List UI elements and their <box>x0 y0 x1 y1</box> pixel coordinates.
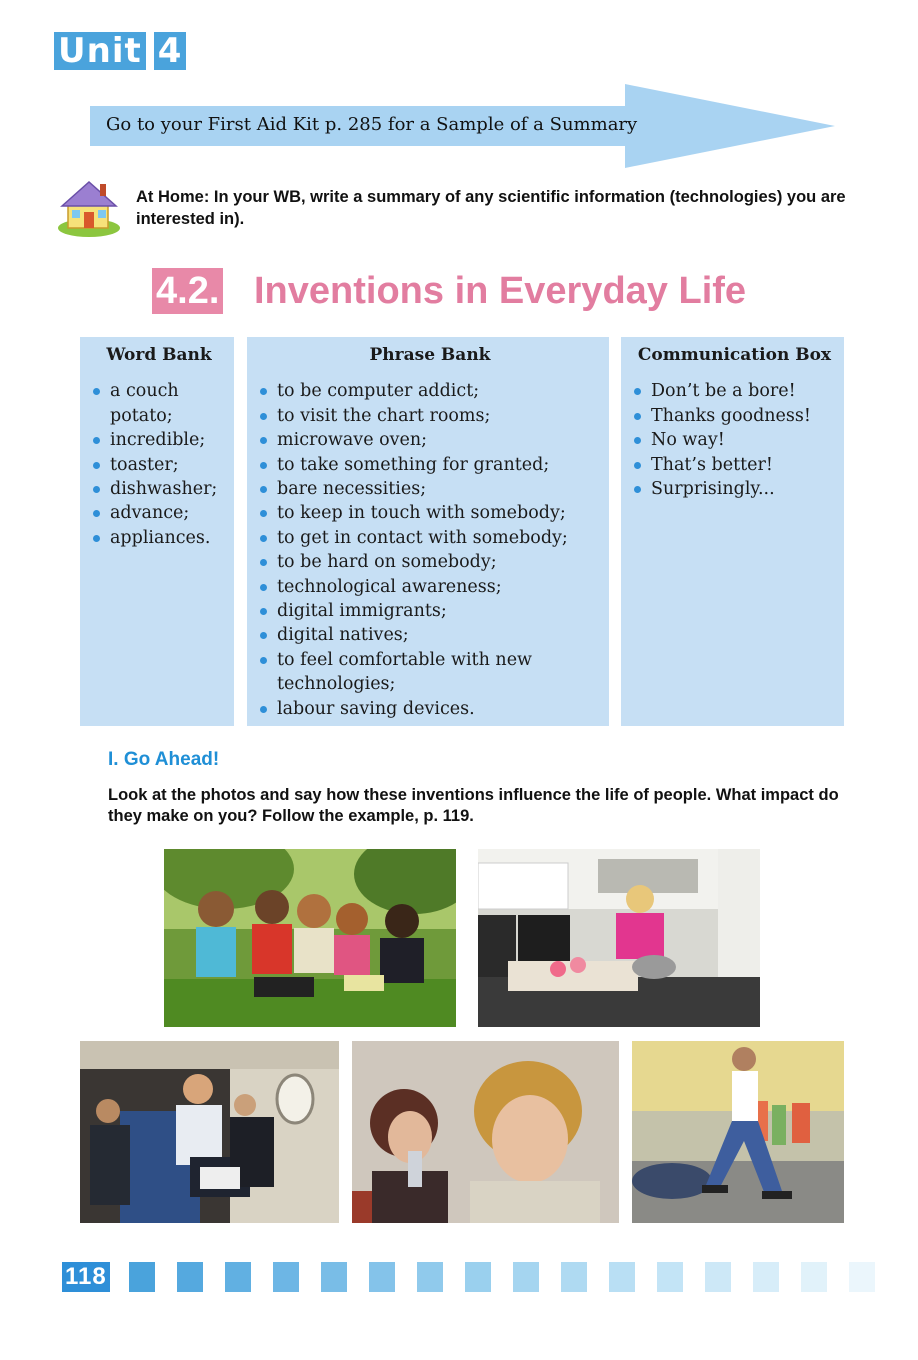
photo-students-laptops <box>164 849 456 1027</box>
footer-square <box>369 1262 395 1292</box>
word-bank-item: toaster; <box>92 453 226 477</box>
footer-square <box>273 1262 299 1292</box>
phrase-bank-item: microwave oven; <box>259 428 601 452</box>
unit-number: 4 <box>154 32 187 70</box>
word-bank-item: incredible; <box>92 428 226 452</box>
phrase-bank-item: to get in contact with somebody; <box>259 526 601 550</box>
phrase-bank-item: to be computer addict; <box>259 379 601 403</box>
unit-label: Unit <box>54 32 146 70</box>
house-icon <box>56 178 122 238</box>
communication-box-list <box>633 379 836 501</box>
footer-square <box>465 1262 491 1292</box>
footer-square <box>609 1262 635 1292</box>
phrase-bank-item: digital immigrants; <box>259 599 601 623</box>
footer-square <box>657 1262 683 1292</box>
phrase-bank <box>247 337 609 726</box>
phrase-bank-item: to be hard on somebody; <box>259 550 601 574</box>
communication-box <box>621 337 844 726</box>
page-number: 118 <box>62 1262 110 1292</box>
phrase-bank-list <box>259 379 601 721</box>
phrase-bank-item: to visit the chart rooms; <box>259 404 601 428</box>
phrase-bank-title: Phrase Bank <box>369 345 491 365</box>
task-instruction: Look at the photos and say how these inventions influence the life of people. What impact do they make on you? Follow the example, p. 119. <box>108 786 839 825</box>
word-bank-item: advance; <box>92 501 226 525</box>
phrase-bank-item: to keep in touch with somebody; <box>259 501 601 525</box>
communication-box-item: Don’t be a bore! <box>633 379 836 403</box>
communication-box-item: No way! <box>633 428 836 452</box>
phrase-bank-item: technological awareness; <box>259 575 601 599</box>
phrase-bank-item: to take something for granted; <box>259 453 601 477</box>
communication-box-title: Communication Box <box>637 345 832 365</box>
word-bank-item: appliances. <box>92 526 226 550</box>
banner-text: Go to your First Aid Kit p. 285 for a Sample of a Summary <box>106 114 638 135</box>
footer-square <box>849 1262 875 1292</box>
footer-square <box>129 1262 155 1292</box>
communication-box-item: Thanks goodness! <box>633 404 836 428</box>
footer-square <box>705 1262 731 1292</box>
phrase-bank-item: labour saving devices. <box>259 697 601 721</box>
phrase-bank-item: to feel comfortable with new technologies; <box>259 648 601 697</box>
footer-square <box>417 1262 443 1292</box>
photo-woman-kitchen <box>478 849 760 1027</box>
word-bank-title: Word Bank <box>106 345 212 365</box>
footer-square <box>177 1262 203 1292</box>
unit-header <box>54 32 186 70</box>
at-home-instruction: At Home: In your WB, write a summary of any scientific information (technologies) you are interested in). <box>136 188 846 228</box>
lesson-number: 4.2. <box>152 268 223 314</box>
section-heading: I. Go Ahead! <box>108 749 220 770</box>
footer-square <box>321 1262 347 1292</box>
footer-square <box>561 1262 587 1292</box>
footer-square <box>513 1262 539 1292</box>
phrase-bank-item: digital natives; <box>259 623 601 647</box>
communication-box-item: That’s better! <box>633 453 836 477</box>
word-bank-item: dishwasher; <box>92 477 226 501</box>
footer-square <box>225 1262 251 1292</box>
communication-box-item: Surprisingly... <box>633 477 836 501</box>
footer-square <box>753 1262 779 1292</box>
phrase-bank-item: bare necessities; <box>259 477 601 501</box>
photo-airplane-passengers <box>80 1041 339 1223</box>
word-bank-item: a couch potato; <box>92 379 226 428</box>
footer-square <box>801 1262 827 1292</box>
lesson-title: Inventions in Everyday Life <box>254 270 747 312</box>
word-bank <box>80 337 234 726</box>
word-bank-list <box>92 379 226 550</box>
photo-rollerblader <box>632 1041 844 1223</box>
photo-teens-phones <box>352 1041 619 1223</box>
